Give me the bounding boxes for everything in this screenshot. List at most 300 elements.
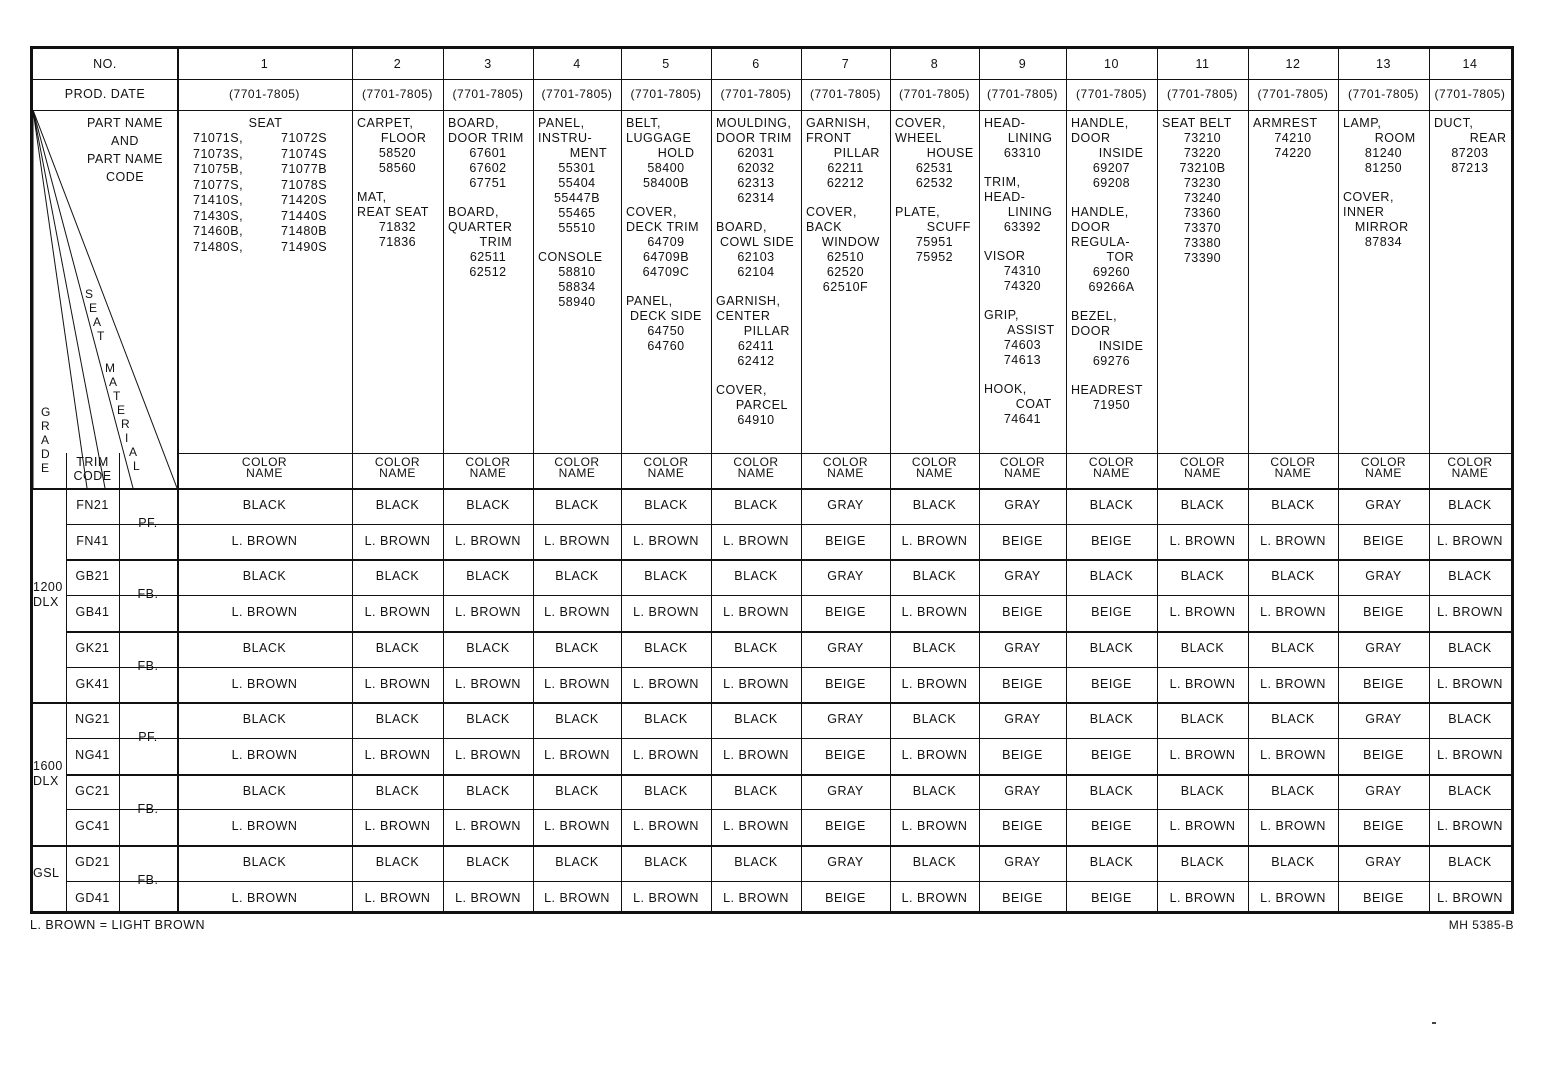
- label-letter: A: [41, 433, 50, 447]
- color-cell: GRAY: [1004, 569, 1041, 584]
- trim-code: FN21: [76, 498, 109, 512]
- color-cell: BLACK: [644, 498, 688, 512]
- trim-code: GD41: [75, 890, 110, 905]
- part-code: 74210: [1274, 131, 1312, 145]
- color-cell: L. BROWN: [364, 605, 431, 620]
- color-cell: L. BROWN: [1260, 533, 1326, 548]
- color-cell: L. BROWN: [1260, 676, 1326, 691]
- part-name-label: PART NAME AND PART NAME CODE: [86, 116, 164, 184]
- part-code: 64750: [647, 324, 685, 338]
- color-cell: L. BROWN: [364, 747, 431, 762]
- color-cell: L. BROWN: [723, 819, 789, 834]
- part-code: 55301: [558, 161, 596, 175]
- trim-color-table: [30, 46, 1514, 914]
- part-name: ARMREST: [1253, 116, 1318, 130]
- part-code: 73390: [1183, 251, 1222, 265]
- color-cell: BLACK: [555, 783, 599, 798]
- color-cell: L. BROWN: [231, 819, 298, 834]
- part-code: 71074S: [281, 146, 328, 161]
- color-cell: BLACK: [1448, 569, 1492, 584]
- part-code: 62104: [737, 265, 775, 279]
- color-cell: BEIGE: [1091, 747, 1132, 762]
- stray-mark: [1432, 1022, 1436, 1024]
- color-cell: BLACK: [555, 855, 599, 869]
- color-cell: BLACK: [555, 640, 599, 655]
- column-number: 13: [1376, 57, 1391, 71]
- color-cell: BLACK: [1271, 498, 1315, 512]
- part-code: 64709B: [642, 250, 690, 264]
- part-code: 71950: [1092, 398, 1131, 412]
- part-code: 73380: [1183, 236, 1222, 250]
- color-cell: L. BROWN: [455, 747, 521, 762]
- color-cell: BLACK: [242, 498, 287, 512]
- color-cell: BEIGE: [1002, 676, 1043, 691]
- color-cell: L. BROWN: [901, 890, 968, 905]
- part-name: COVER, INNER MIRROR: [1343, 190, 1409, 234]
- color-cell: BEIGE: [1091, 533, 1132, 548]
- color-cell: L. BROWN: [1437, 819, 1503, 834]
- color-cell: L. BROWN: [231, 890, 298, 905]
- part-code: 69276: [1092, 354, 1131, 368]
- part-name: GARNISH, FRONT PILLAR: [806, 116, 880, 160]
- color-cell: BLACK: [242, 640, 287, 655]
- color-cell: BLACK: [375, 855, 420, 869]
- trim-code: GK41: [75, 676, 110, 691]
- color-name-label: COLOR NAME: [733, 455, 779, 480]
- color-cell: BLACK: [734, 783, 778, 798]
- part-code: 69260: [1092, 265, 1131, 279]
- part-code: 67601: [469, 146, 507, 160]
- prod-date: (7701-7805): [630, 87, 702, 101]
- prod-date: (7701-7805): [720, 87, 792, 101]
- color-cell: BLACK: [1271, 712, 1315, 727]
- part-code: 71073S,: [193, 146, 244, 161]
- color-cell: BLACK: [466, 712, 510, 727]
- color-cell: L. BROWN: [901, 747, 968, 762]
- part-name: BOARD, COWL SIDE: [716, 220, 795, 249]
- color-cell: BLACK: [912, 855, 957, 869]
- color-cell: BLACK: [1180, 640, 1225, 655]
- color-cell: L. BROWN: [544, 819, 610, 834]
- color-cell: BLACK: [734, 712, 778, 727]
- color-cell: L. BROWN: [1437, 747, 1503, 762]
- trim-code: GK21: [75, 640, 110, 655]
- no-label: NO.: [93, 57, 117, 71]
- color-cell: L. BROWN: [1437, 676, 1503, 691]
- color-cell: L. BROWN: [1169, 676, 1236, 691]
- color-cell: L. BROWN: [723, 676, 789, 691]
- seat-material: FB.: [137, 801, 159, 816]
- color-cell: BLACK: [375, 569, 420, 584]
- prod-date: (7701-7805): [1257, 87, 1329, 101]
- color-cell: L. BROWN: [364, 533, 431, 548]
- part-name: SEAT: [248, 116, 283, 130]
- part-name: MOULDING, DOOR TRIM: [716, 116, 792, 145]
- trim-code: GB41: [75, 605, 110, 620]
- color-cell: BEIGE: [1363, 533, 1404, 548]
- color-name-label: COLOR NAME: [465, 455, 511, 480]
- color-cell: L. BROWN: [364, 819, 431, 834]
- color-cell: BLACK: [1448, 855, 1492, 869]
- grade-name: 1200 DLX: [33, 580, 63, 610]
- label-letter: E: [89, 301, 98, 315]
- part-code: 62032: [737, 161, 775, 175]
- label-letter: D: [41, 447, 50, 461]
- color-cell: BEIGE: [1091, 819, 1132, 834]
- part-code: 62531: [915, 161, 954, 175]
- color-cell: BLACK: [734, 640, 778, 655]
- color-cell: BLACK: [375, 640, 420, 655]
- color-cell: L. BROWN: [231, 605, 298, 620]
- part-code: 71440S: [281, 208, 328, 223]
- column-number: 2: [393, 57, 402, 71]
- color-cell: L. BROWN: [544, 605, 610, 620]
- label-letter: M: [105, 361, 115, 375]
- seat-material: PF.: [138, 516, 158, 530]
- part-code: 62512: [469, 265, 507, 279]
- color-cell: GRAY: [1004, 783, 1041, 798]
- color-cell: BLACK: [1448, 498, 1492, 512]
- color-cell: L. BROWN: [1437, 890, 1503, 905]
- color-cell: BEIGE: [1091, 605, 1132, 620]
- part-code: 81240: [1364, 146, 1403, 160]
- part-code: 63310: [1003, 146, 1042, 160]
- part-name: TRIM, HEAD- LINING: [984, 175, 1053, 219]
- color-cell: L. BROWN: [1260, 747, 1326, 762]
- color-cell: BLACK: [1180, 569, 1225, 584]
- color-cell: BEIGE: [1363, 747, 1404, 762]
- part-code: 73210B: [1179, 161, 1226, 175]
- part-name: CONSOLE: [538, 250, 603, 264]
- prod-date: (7701-7805): [987, 87, 1058, 101]
- color-cell: BLACK: [1089, 498, 1134, 512]
- color-cell: BLACK: [1089, 855, 1134, 869]
- color-cell: BLACK: [242, 783, 287, 798]
- part-code: 87213: [1451, 161, 1489, 175]
- color-cell: BLACK: [1448, 640, 1492, 655]
- part-code: 71077B: [281, 162, 328, 176]
- color-cell: L. BROWN: [1260, 605, 1326, 620]
- part-code: 62532: [915, 176, 954, 190]
- column-number: 9: [1018, 57, 1027, 71]
- color-cell: BLACK: [242, 855, 287, 869]
- color-cell: L. BROWN: [901, 676, 968, 691]
- color-cell: BLACK: [1180, 712, 1225, 727]
- label-letter: S: [85, 287, 94, 301]
- color-cell: BLACK: [466, 640, 510, 655]
- part-code: 55404: [558, 176, 596, 190]
- grade-name: 1600 DLX: [33, 758, 63, 788]
- part-code: 73220: [1183, 146, 1222, 160]
- color-cell: BLACK: [1180, 783, 1225, 798]
- column-number: 7: [841, 57, 850, 71]
- color-cell: GRAY: [1365, 569, 1402, 584]
- color-cell: L. BROWN: [231, 533, 298, 548]
- part-code: 64709: [647, 235, 685, 249]
- color-cell: BLACK: [1089, 640, 1134, 655]
- column-number: 6: [752, 57, 760, 71]
- part-name: BEZEL, DOOR INSIDE: [1071, 309, 1144, 353]
- color-cell: BLACK: [555, 569, 599, 584]
- prod-date: (7701-7805): [1076, 87, 1147, 101]
- color-cell: L. BROWN: [455, 890, 521, 905]
- trim-code: FN41: [76, 533, 109, 548]
- trim-code: GB21: [75, 569, 110, 584]
- prod-date: (7701-7805): [899, 87, 970, 101]
- color-cell: L. BROWN: [455, 819, 521, 834]
- color-cell: L. BROWN: [633, 533, 699, 548]
- color-name-label: COLOR NAME: [1270, 455, 1316, 480]
- trim-code: GC21: [75, 783, 110, 798]
- part-code: 62411: [737, 339, 775, 353]
- color-cell: L. BROWN: [455, 533, 521, 548]
- color-cell: GRAY: [1004, 498, 1041, 512]
- color-cell: BEIGE: [1091, 676, 1132, 691]
- label-letter: G: [41, 405, 51, 419]
- color-name-label: COLOR NAME: [999, 455, 1046, 480]
- part-name: PLATE, SCUFF: [895, 205, 971, 234]
- label-letter: T: [113, 389, 121, 403]
- color-cell: GRAY: [827, 712, 864, 727]
- column-number: 5: [662, 57, 670, 71]
- color-cell: GRAY: [827, 569, 864, 584]
- color-cell: BEIGE: [1363, 890, 1404, 905]
- color-cell: L. BROWN: [1169, 605, 1236, 620]
- part-code: 58810: [558, 265, 596, 279]
- part-code: 63392: [1003, 220, 1042, 234]
- color-cell: BLACK: [1180, 498, 1225, 512]
- part-code: 87834: [1364, 235, 1403, 249]
- label-letter: A: [109, 375, 118, 389]
- part-code: 55465: [558, 206, 596, 220]
- part-name: HEADREST: [1071, 383, 1144, 397]
- part-code: 58940: [558, 295, 596, 309]
- part-code: 69208: [1092, 176, 1131, 190]
- part-code: 74320: [1003, 279, 1042, 293]
- color-cell: BLACK: [242, 712, 287, 727]
- part-code: 62031: [737, 146, 775, 160]
- color-cell: GRAY: [1365, 640, 1402, 655]
- prod-date: (7701-7805): [1348, 87, 1419, 101]
- color-name-label: COLOR NAME: [1360, 455, 1407, 480]
- color-cell: L. BROWN: [901, 605, 968, 620]
- part-code: 58560: [378, 161, 417, 175]
- color-cell: GRAY: [1004, 855, 1041, 869]
- column-number: 8: [930, 57, 939, 71]
- color-cell: GRAY: [1004, 712, 1041, 727]
- part-name: PANEL, INSTRU- MENT: [538, 116, 608, 160]
- prod-date: (7701-7805): [810, 87, 881, 101]
- part-name: BOARD, DOOR TRIM: [448, 116, 524, 145]
- color-cell: BLACK: [375, 783, 420, 798]
- color-name-label: COLOR NAME: [911, 455, 958, 480]
- color-cell: L. BROWN: [633, 676, 699, 691]
- color-cell: BLACK: [644, 855, 688, 869]
- label-letter: E: [117, 403, 126, 417]
- part-code: 74613: [1003, 353, 1042, 367]
- part-code: 71071S,: [193, 131, 244, 145]
- part-code: 71078S: [281, 177, 328, 192]
- color-cell: L. BROWN: [455, 676, 521, 691]
- label-letter: T: [97, 329, 105, 343]
- part-code: 73240: [1183, 191, 1222, 205]
- color-name-label: COLOR NAME: [241, 455, 288, 480]
- label-letter: R: [41, 419, 50, 433]
- color-cell: BLACK: [1271, 855, 1315, 869]
- legend-note: L. BROWN = LIGHT BROWN: [30, 918, 206, 932]
- color-cell: BLACK: [466, 498, 510, 512]
- color-cell: BEIGE: [1363, 605, 1404, 620]
- color-cell: L. BROWN: [231, 747, 298, 762]
- color-cell: BEIGE: [825, 747, 866, 762]
- part-code: 74220: [1274, 146, 1312, 160]
- color-name-label: COLOR NAME: [822, 455, 869, 480]
- part-code: 58400: [647, 161, 685, 175]
- prod-date: (7701-7805): [541, 87, 613, 101]
- color-cell: GRAY: [1365, 498, 1402, 512]
- seat-material: FB.: [137, 873, 159, 887]
- part-code: 62511: [469, 250, 507, 264]
- trim-code: NG21: [75, 712, 110, 727]
- part-code: 69266A: [1088, 280, 1135, 294]
- color-cell: BLACK: [555, 498, 599, 512]
- part-name: DUCT, REAR: [1434, 116, 1507, 145]
- part-code: 62103: [737, 250, 775, 264]
- color-cell: BLACK: [912, 498, 957, 512]
- color-cell: BLACK: [912, 783, 957, 798]
- part-code: 71836: [378, 235, 417, 249]
- part-code: 71490S: [281, 239, 328, 254]
- color-cell: BEIGE: [1363, 676, 1404, 691]
- column-number: 1: [260, 57, 269, 71]
- part-code: 75952: [915, 250, 954, 264]
- part-name: SEAT BELT: [1162, 116, 1232, 130]
- part-code: 62520: [826, 265, 865, 279]
- part-name: MAT, REAT SEAT: [357, 190, 429, 219]
- part-code: 62314: [737, 191, 775, 205]
- part-code: 74310: [1003, 264, 1042, 278]
- part-name: VISOR: [984, 249, 1026, 263]
- part-code: 55510: [558, 221, 596, 235]
- prod-date: (7701-7805): [1434, 87, 1506, 101]
- part-code: 58400B: [642, 176, 690, 190]
- color-cell: GRAY: [827, 640, 864, 655]
- part-code: 71832: [378, 220, 417, 234]
- column-number: 4: [573, 57, 581, 71]
- color-cell: BLACK: [555, 712, 599, 727]
- label-letter: A: [93, 315, 102, 329]
- color-cell: L. BROWN: [544, 676, 610, 691]
- color-cell: L. BROWN: [1169, 890, 1236, 905]
- figure-reference: MH 5385-B: [1448, 918, 1514, 932]
- color-cell: BLACK: [1448, 712, 1492, 727]
- color-cell: BEIGE: [1091, 890, 1132, 905]
- part-name: LAMP, ROOM: [1343, 116, 1416, 145]
- part-code: 67751: [469, 176, 507, 190]
- color-cell: L. BROWN: [544, 890, 610, 905]
- part-code: 64760: [647, 339, 685, 353]
- trim-code-label: TRIM CODE: [73, 455, 112, 483]
- color-cell: GRAY: [1365, 712, 1402, 727]
- color-cell: BEIGE: [825, 676, 866, 691]
- color-cell: L. BROWN: [544, 533, 610, 548]
- color-cell: BLACK: [1089, 783, 1134, 798]
- color-cell: L. BROWN: [1169, 533, 1236, 548]
- color-cell: GRAY: [1365, 855, 1402, 869]
- part-code: 62212: [826, 176, 865, 190]
- part-name: COVER, DECK TRIM: [626, 205, 700, 234]
- column-number: 12: [1285, 57, 1301, 71]
- grade-name: GSL: [33, 865, 60, 880]
- color-cell: L. BROWN: [544, 747, 610, 762]
- seat-material: FB.: [137, 587, 159, 602]
- color-cell: L. BROWN: [364, 676, 431, 691]
- color-cell: BLACK: [1271, 783, 1315, 798]
- color-name-label: COLOR NAME: [1088, 455, 1135, 480]
- color-cell: BLACK: [912, 712, 957, 727]
- part-code: 74603: [1003, 338, 1042, 352]
- label-letter: A: [129, 445, 138, 459]
- part-code: 71460B,: [193, 224, 244, 238]
- part-code: 81250: [1364, 161, 1403, 175]
- part-code: 62313: [737, 176, 775, 190]
- part-name: COVER, BACK WINDOW: [806, 205, 880, 249]
- part-code: 69207: [1092, 161, 1131, 175]
- grid-line: [177, 453, 1511, 454]
- color-cell: L. BROWN: [901, 819, 968, 834]
- label-letter: E: [41, 461, 50, 475]
- color-cell: BLACK: [734, 855, 778, 869]
- part-code: 73370: [1183, 221, 1222, 235]
- part-code: 71077S,: [193, 177, 244, 192]
- column-number: 14: [1462, 57, 1478, 71]
- part-code: 64709C: [642, 265, 690, 279]
- color-cell: BLACK: [242, 569, 287, 584]
- color-name-label: COLOR NAME: [374, 455, 421, 480]
- color-cell: BEIGE: [825, 605, 866, 620]
- color-cell: L. BROWN: [633, 819, 699, 834]
- color-cell: BEIGE: [1002, 890, 1043, 905]
- part-code: 71430S,: [193, 208, 244, 223]
- part-code: 62211: [827, 161, 864, 175]
- part-code: 58520: [378, 146, 417, 160]
- color-cell: BLACK: [912, 569, 957, 584]
- grid-line: [33, 110, 1511, 111]
- part-code: 58834: [558, 280, 596, 294]
- color-cell: BLACK: [912, 640, 957, 655]
- part-code: 71480S,: [193, 239, 244, 254]
- trim-code: GC41: [75, 819, 110, 834]
- part-code: 73360: [1183, 206, 1222, 220]
- color-cell: BLACK: [734, 498, 778, 512]
- part-code: 71480B: [281, 224, 328, 238]
- color-cell: BLACK: [466, 855, 510, 869]
- part-code: 71072S: [281, 131, 328, 145]
- color-cell: L. BROWN: [455, 605, 521, 620]
- color-cell: L. BROWN: [723, 747, 789, 762]
- part-code: 62412: [737, 354, 775, 368]
- part-code: 62510: [826, 250, 865, 264]
- color-cell: L. BROWN: [1169, 819, 1236, 834]
- color-cell: L. BROWN: [1260, 890, 1326, 905]
- color-cell: L. BROWN: [633, 747, 699, 762]
- part-name: PANEL, DECK SIDE: [626, 294, 702, 323]
- part-code: 62510F: [822, 280, 869, 294]
- color-cell: BEIGE: [1002, 819, 1043, 834]
- part-code: 74641: [1003, 412, 1042, 426]
- part-name: CARPET, FLOOR: [357, 116, 427, 145]
- part-code: 73210: [1183, 131, 1222, 145]
